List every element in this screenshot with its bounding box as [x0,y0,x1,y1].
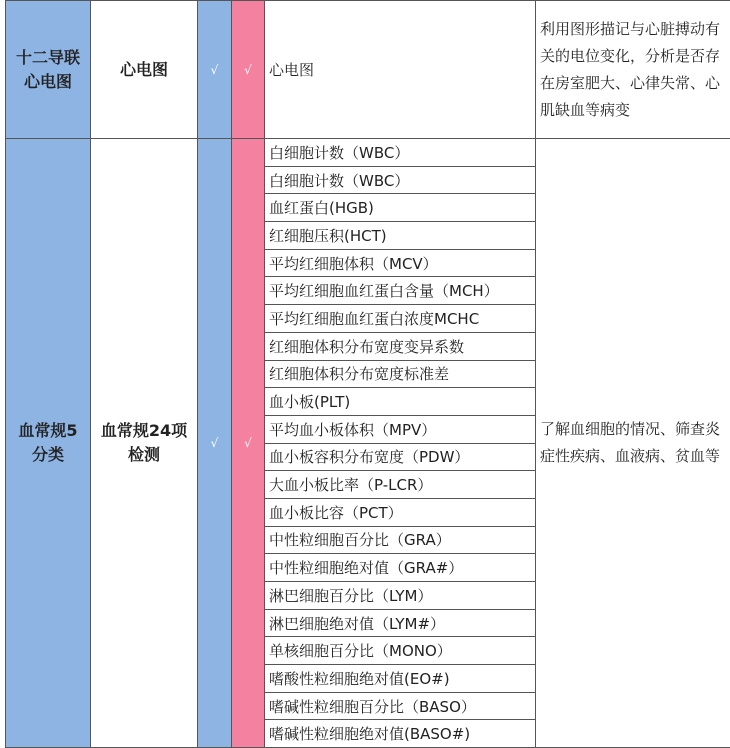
item-cell: 平均血小板体积（MPV） [265,415,536,443]
category-cell [6,1,91,139]
check-mark-a: √ [198,139,232,748]
item-cell: 平均红细胞体积（MCV） [265,249,536,277]
item-cell: 血小板容积分布宽度（PDW） [265,443,536,471]
package-line: 检测 [91,443,197,467]
item-cell: 白细胞计数（WBC） [265,139,536,167]
item-cell: 中性粒细胞百分比（GRA） [265,526,536,554]
item-cell: 淋巴细胞百分比（LYM） [265,582,536,610]
package-line: 血常规24项 [91,419,197,443]
item-cell: 白细胞计数（WBC） [265,166,536,194]
item-cell: 血红蛋白(HGB) [265,194,536,222]
item-cell: 中性粒细胞绝对值（GRA#） [265,554,536,582]
item-cell: 心电图 [265,1,536,139]
check-mark-b: √ [232,139,265,748]
item-cell: 红细胞体积分布宽度变异系数 [265,332,536,360]
check-mark-b: √ [232,1,265,139]
category-line: 分类 [6,443,90,467]
item-cell: 淋巴细胞绝对值（LYM#） [265,609,536,637]
package-cell [91,139,198,748]
package-line: 心电图 [91,58,197,82]
check-mark-a: √ [198,1,232,139]
item-cell: 血小板(PLT) [265,388,536,416]
package-cell [91,1,198,139]
item-cell: 大血小板比率（P-LCR） [265,471,536,499]
category-line: 血常规5 [6,419,90,443]
description-cell: 利用图形描记与心脏搏动有关的电位变化，分析是否存在房室肥大、心律失常、心肌缺血等病变 [536,1,730,139]
item-cell: 单核细胞百分比（MONO） [265,637,536,665]
item-cell: 血小板比容（PCT） [265,498,536,526]
item-cell: 红细胞压积(HCT) [265,222,536,250]
table-row-ecg [6,1,730,139]
table-row [6,139,730,167]
item-cell: 平均红细胞血红蛋白含量（MCH） [265,277,536,305]
item-cell: 嗜碱性粒细胞百分比（BASO） [265,692,536,720]
item-cell: 嗜酸性粒细胞绝对值(EO#) [265,665,536,693]
category-cell [6,139,91,748]
exam-items-table [5,0,730,748]
item-cell: 红细胞体积分布宽度标准差 [265,360,536,388]
item-cell: 嗜碱性粒细胞绝对值(BASO#) [265,720,536,748]
category-line: 心电图 [6,70,90,94]
description-cell: 了解血细胞的情况、筛查炎症性疾病、血液病、贫血等 [536,139,730,748]
category-line: 十二导联 [6,46,90,70]
item-cell: 平均红细胞血红蛋白浓度MCHC [265,305,536,333]
